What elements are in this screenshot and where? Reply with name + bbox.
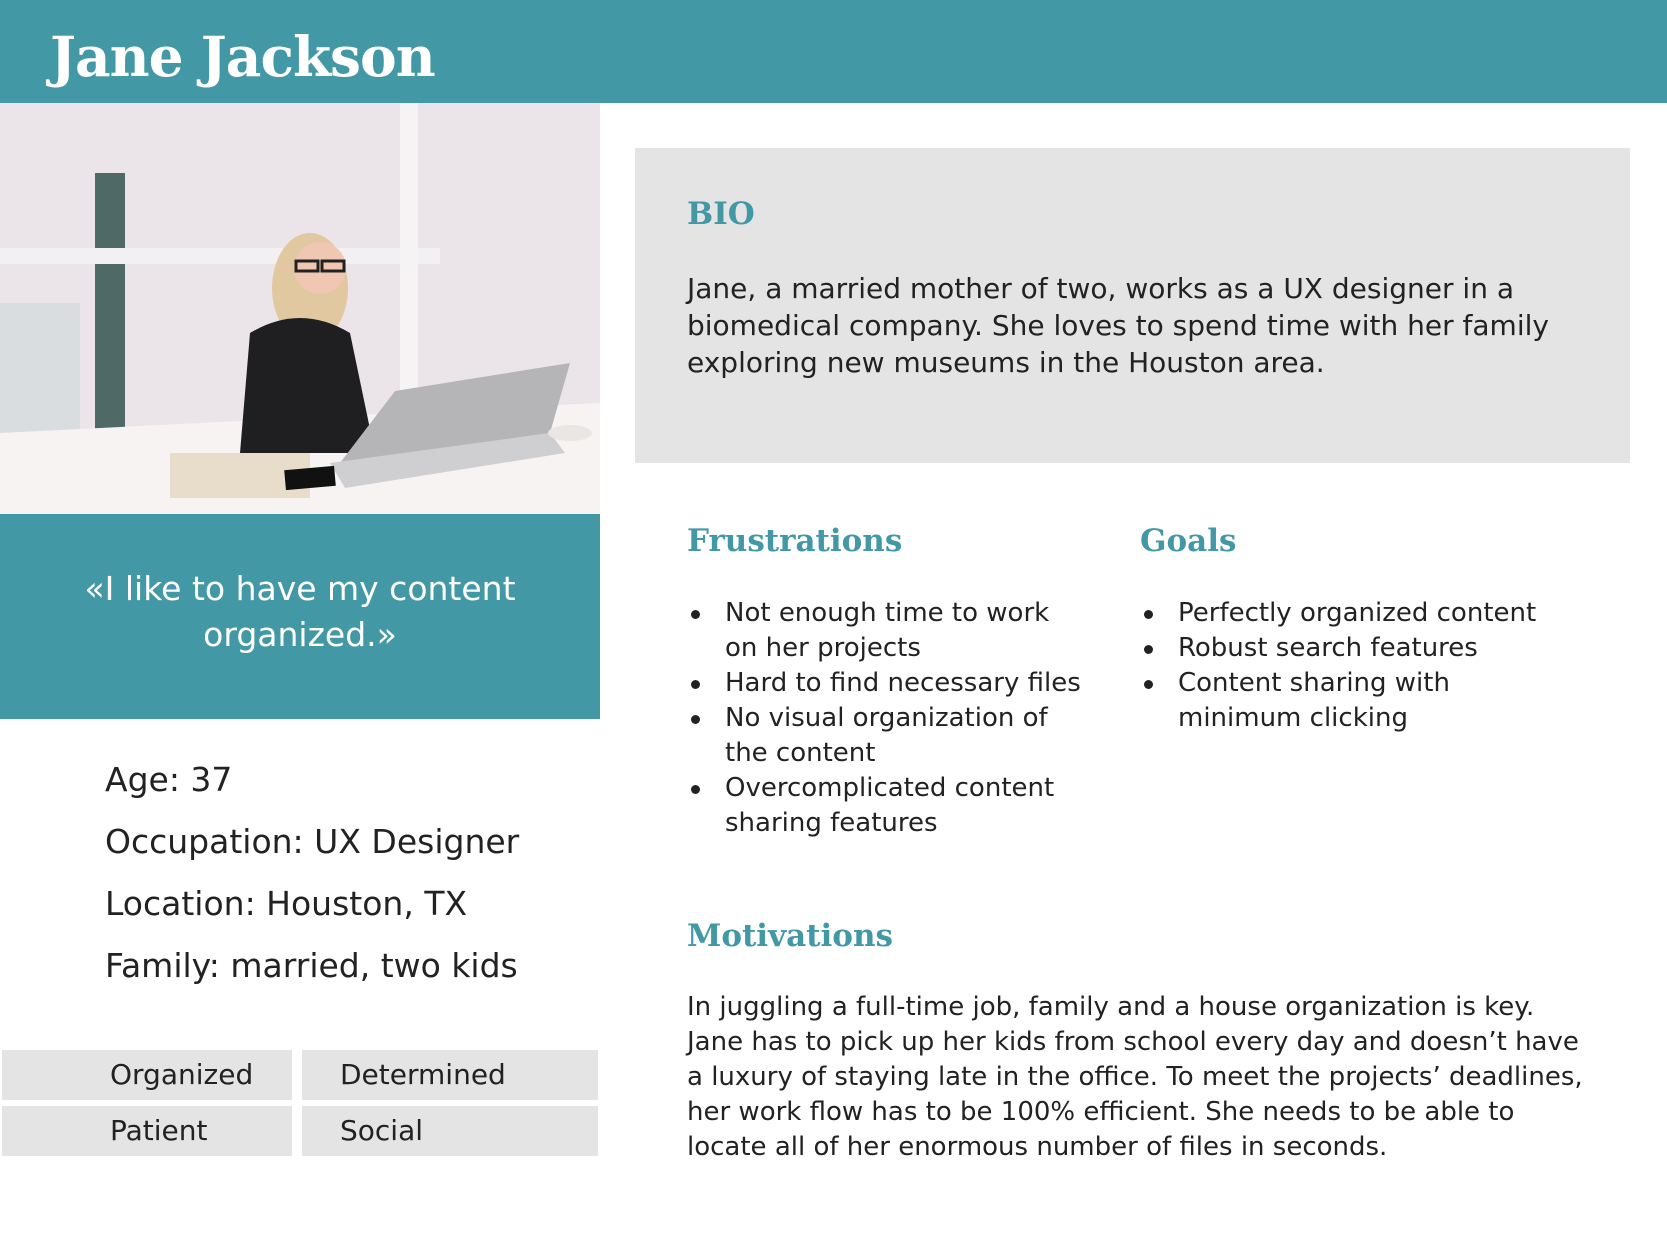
trait-label: Social — [340, 1114, 424, 1147]
bio-title: BIO — [687, 196, 755, 232]
fact-location: Location: Houston, TX — [105, 884, 468, 923]
bio-text: Jane, a married mother of two, works as a UX designer in a biomedical company. She loves to spend time with her family exploring new museums in the Houston area. — [687, 272, 1549, 379]
list-item: No visual organization of the content — [687, 701, 1087, 771]
trait-tag — [302, 1050, 598, 1100]
persona-photo — [0, 103, 600, 514]
list-item: Hard to find necessary files — [687, 666, 1087, 701]
persona-name: Jane Jackson — [50, 24, 435, 89]
motivations-text: In juggling a full-time job, family and a house organization is key. Jane has to pick up her kids from school every day and doesn’t have a luxury of staying late in the office. To meet the projects’ deadlines, her work flow has to be 100% efficient. She needs to be able to locate all of her enormous number of files in seconds. — [687, 992, 1583, 1162]
trait-tag — [2, 1106, 292, 1156]
bio-section — [635, 148, 1630, 463]
persona-photo-illustration — [0, 103, 600, 514]
list-item: Robust search features — [1140, 631, 1560, 666]
fact-occupation: Occupation: UX Designer — [105, 822, 520, 861]
fact-age: Age: 37 — [105, 760, 233, 799]
trait-label: Determined — [340, 1058, 506, 1091]
header-bar — [0, 0, 1667, 103]
goals-title: Goals — [1140, 523, 1237, 559]
list-item: Not enough time to work on her projects — [687, 596, 1087, 666]
trait-label: Organized — [110, 1058, 254, 1091]
persona-facts — [105, 755, 519, 1003]
fact-family: Family: married, two kids — [105, 946, 518, 985]
motivations-title: Motivations — [687, 918, 893, 954]
persona-quote: «I like to have my content organized.» — [84, 569, 516, 654]
list-item: Perfectly organized content — [1140, 596, 1560, 631]
frustrations-list — [687, 596, 1087, 841]
trait-tag — [302, 1106, 598, 1156]
trait-tag — [2, 1050, 292, 1100]
list-item: Overcomplicated content sharing features — [687, 771, 1087, 841]
trait-label: Patient — [110, 1114, 208, 1147]
quote-box — [0, 514, 600, 719]
frustrations-title: Frustrations — [687, 523, 903, 559]
list-item: Content sharing with minimum clicking — [1140, 666, 1560, 736]
goals-list — [1140, 596, 1560, 736]
